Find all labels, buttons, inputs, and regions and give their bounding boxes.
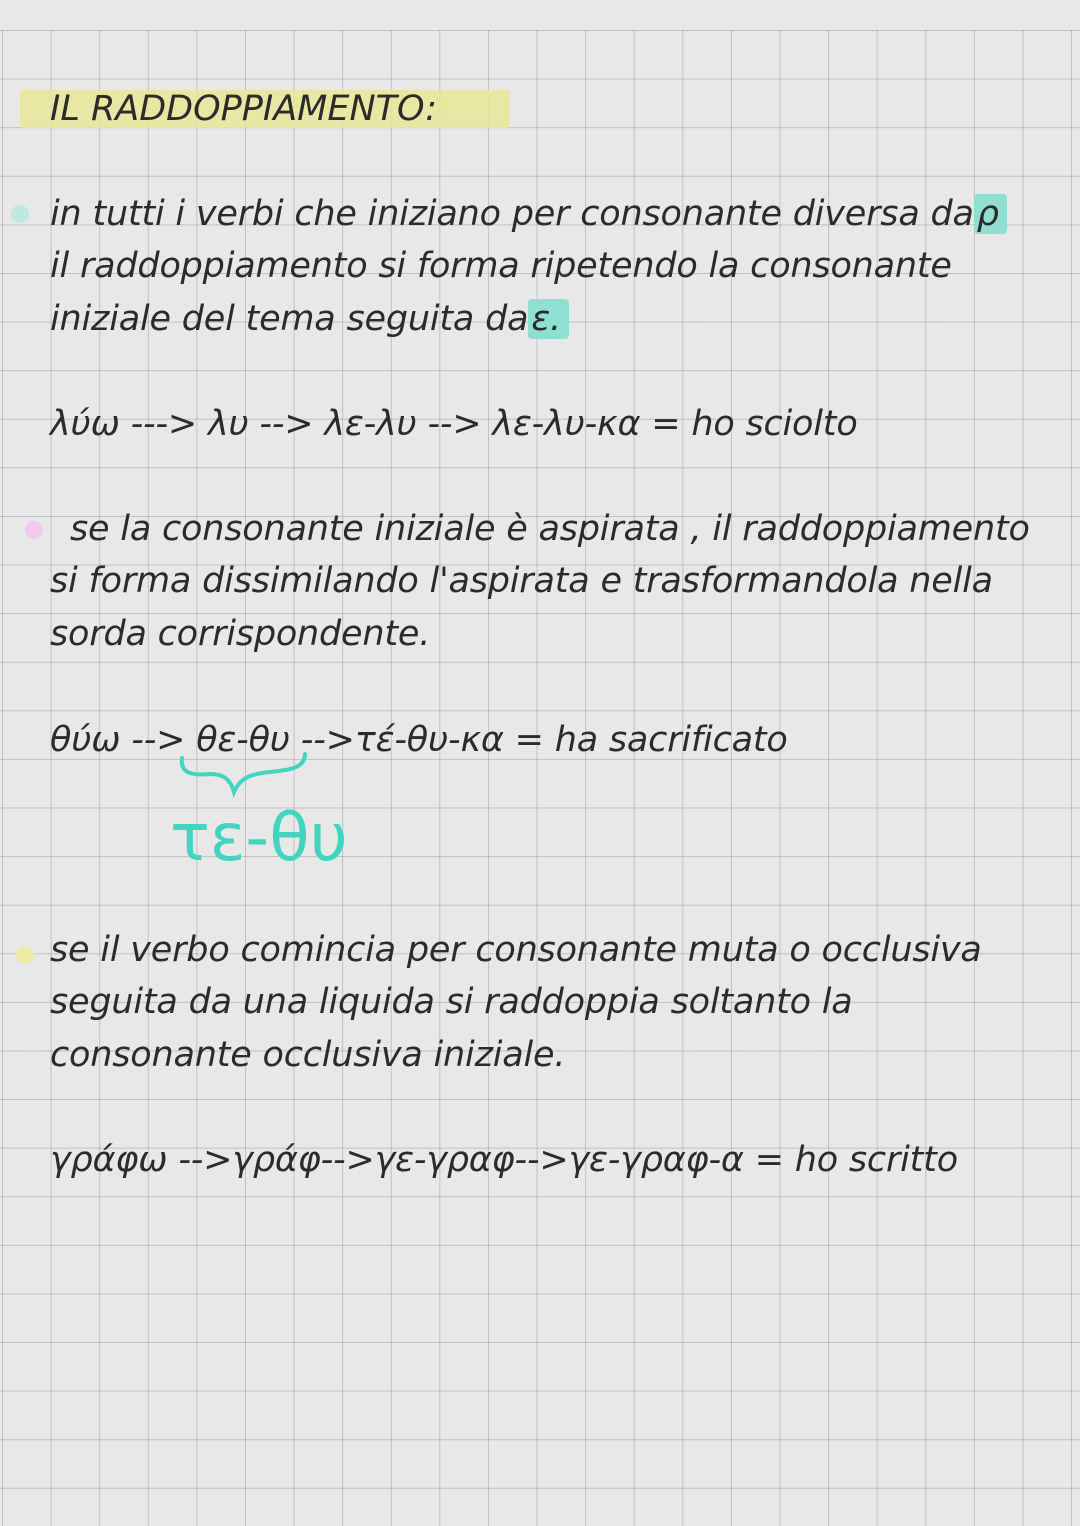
section2-example: θύω --> θε-θυ -->τέ-θυ-κα = ha sacrificato — [50, 720, 788, 760]
section1-line1-text: in tutti i verbi che iniziano per consonante diversa da — [50, 194, 974, 234]
rho-highlight: ρ — [974, 194, 1007, 234]
section3-line2: seguita da una liquida si raddoppia soltanto la — [50, 982, 853, 1022]
section2-line1: se la consonante iniziale è aspirata , il raddoppiamento — [70, 509, 1030, 549]
pink-bullet-dot — [25, 521, 43, 539]
section2-line3: sorda corrispondente. — [50, 614, 431, 654]
handwritten-annotation — [160, 750, 360, 880]
section1-line3 — [50, 293, 569, 345]
section3-line1: se il verbo comincia per consonante muta o occlusiva — [50, 930, 982, 970]
section1-example: λύω ---> λυ --> λε-λυ --> λε-λυ-κα = ho sciolto — [50, 404, 858, 444]
epsilon-highlight: ε. — [528, 299, 569, 339]
page-title: IL RADDOPPIAMENTO: — [50, 89, 437, 129]
handwritten-brace — [182, 754, 305, 792]
page-top-margin — [0, 0, 1080, 30]
section3-example: γράφω -->γράφ-->γε-γραφ-->γε-γραφ-α = ho scritto — [50, 1140, 958, 1180]
section1-line3-text: iniziale del tema seguita da — [50, 299, 529, 339]
section1-line2: il raddoppiamento si forma ripetendo la consonante — [50, 246, 952, 286]
handwritten-note: τε-θυ — [170, 799, 348, 876]
section3-line3: consonante occlusiva iniziale. — [50, 1035, 566, 1075]
section2-line2: si forma dissimilando l'aspirata e trasformandola nella — [50, 561, 993, 601]
section1-line1 — [50, 188, 1007, 240]
yellow-bullet-dot — [16, 946, 34, 964]
teal-bullet-dot — [11, 205, 29, 223]
